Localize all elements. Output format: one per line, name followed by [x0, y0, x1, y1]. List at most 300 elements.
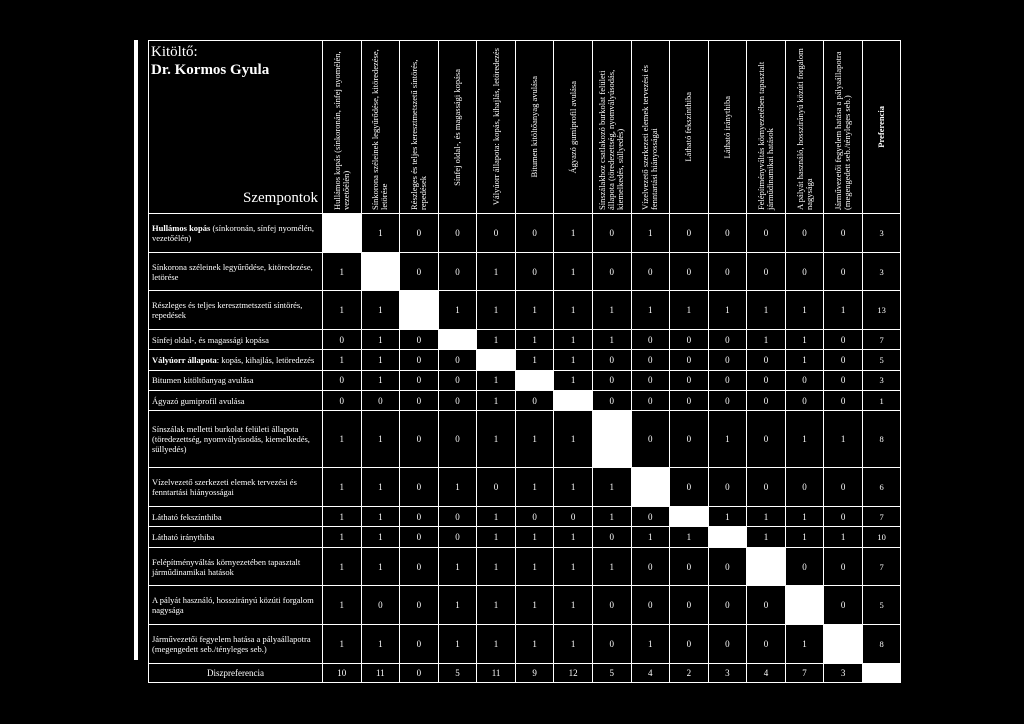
matrix-cell: 1 [554, 468, 593, 507]
preference-cell: 6 [862, 468, 901, 507]
matrix-cell: 1 [477, 370, 516, 390]
matrix-cell: 0 [824, 391, 863, 411]
matrix-cell: 1 [477, 291, 516, 330]
matrix-cell: 0 [824, 468, 863, 507]
matrix-cell: 1 [554, 411, 593, 468]
matrix-cell: 0 [670, 625, 709, 664]
row-label-text: Részleges és teljes keresztmetszetű síntörés, repedések [152, 300, 303, 321]
dispreference-cell: 3 [708, 664, 747, 683]
matrix-cell: 0 [670, 252, 709, 291]
matrix-cell: 1 [631, 527, 670, 547]
matrix-cell: 0 [670, 370, 709, 390]
matrix-cell: 1 [554, 625, 593, 664]
row-label-text: Ágyazó gumiprofil avulása [152, 395, 245, 406]
matrix-cell: 0 [708, 350, 747, 370]
matrix-cell: 1 [323, 507, 362, 527]
matrix-cell: 1 [631, 291, 670, 330]
table-row [149, 468, 901, 507]
matrix-cell: 0 [592, 370, 631, 390]
matrix-cell: 0 [400, 370, 439, 390]
dispreference-cell: 4 [747, 664, 786, 683]
row-label [149, 527, 323, 547]
matrix-cell: 1 [323, 625, 362, 664]
matrix-cell: 1 [438, 468, 477, 507]
dispreference-cell: 5 [592, 664, 631, 683]
matrix-cell: 0 [785, 370, 824, 390]
matrix-cell: 1 [323, 411, 362, 468]
matrix-cell: 1 [438, 625, 477, 664]
matrix-cell: 1 [477, 625, 516, 664]
matrix-cell: 0 [592, 625, 631, 664]
preference-cell: 8 [862, 411, 901, 468]
diagonal-cell [515, 370, 554, 390]
header-corner [149, 41, 323, 214]
column-header [477, 41, 516, 214]
matrix-cell: 0 [323, 391, 362, 411]
column-header [824, 41, 863, 214]
matrix-cell: 1 [785, 507, 824, 527]
row-label-text: Sínkorona széleinek legyűrődése, kitöredezése, letörése [152, 261, 313, 282]
matrix-cell: 0 [438, 391, 477, 411]
dispreference-cell: 12 [554, 664, 593, 683]
matrix-cell: 0 [592, 214, 631, 253]
matrix-cell: 1 [554, 547, 593, 586]
matrix-cell: 1 [361, 214, 400, 253]
matrix-cell: 1 [477, 507, 516, 527]
matrix-cell: 0 [708, 214, 747, 253]
filler-block [151, 43, 269, 79]
matrix-cell: 1 [747, 291, 786, 330]
matrix-cell: 1 [361, 370, 400, 390]
matrix-cell: 0 [670, 214, 709, 253]
matrix-cell: 1 [361, 291, 400, 330]
preference-cell: 3 [862, 252, 901, 291]
matrix-cell: 0 [592, 586, 631, 625]
row-label-text: Sínszálak melletti burkolat felületi állapota (töredezettség, nyomvályúsodás, kiemelkedés, süllyedés) [152, 424, 310, 455]
matrix-cell: 0 [592, 527, 631, 547]
preference-matrix [148, 40, 901, 683]
table-row [149, 411, 901, 468]
row-label-text: Felépítményváltás környezetében tapasztalt járműdinamikai hatások [152, 556, 301, 577]
table-row [149, 291, 901, 330]
matrix-cell: 1 [361, 547, 400, 586]
matrix-cell: 0 [747, 350, 786, 370]
matrix-cell: 1 [554, 370, 593, 390]
matrix-cell: 1 [323, 468, 362, 507]
dispreference-cell: 9 [515, 664, 554, 683]
matrix-cell: 1 [592, 468, 631, 507]
matrix-cell: 0 [477, 214, 516, 253]
matrix-cell: 1 [708, 507, 747, 527]
preference-cell: 5 [862, 350, 901, 370]
matrix-cell: 0 [824, 547, 863, 586]
matrix-cell: 0 [708, 547, 747, 586]
matrix-cell: 0 [747, 214, 786, 253]
matrix-cell: 1 [785, 411, 824, 468]
matrix-cell: 1 [361, 468, 400, 507]
matrix-cell: 1 [323, 350, 362, 370]
matrix-cell: 1 [515, 547, 554, 586]
matrix-cell: 1 [515, 411, 554, 468]
matrix-cell: 1 [361, 527, 400, 547]
matrix-cell: 1 [361, 625, 400, 664]
matrix-cell: 0 [438, 527, 477, 547]
matrix-cell: 0 [747, 625, 786, 664]
matrix-cell: 0 [824, 214, 863, 253]
matrix-cell: 0 [438, 252, 477, 291]
matrix-cell: 1 [477, 527, 516, 547]
diagonal-cell [747, 547, 786, 586]
matrix-cell: 0 [477, 468, 516, 507]
dispreference-cell: 2 [670, 664, 709, 683]
table-row [149, 330, 901, 350]
row-label [149, 586, 323, 625]
matrix-cell: 0 [438, 411, 477, 468]
column-header [747, 41, 786, 214]
matrix-cell: 1 [554, 291, 593, 330]
column-header-label: Sínszálakhoz csatlakozó burkolat felületi állapota (töredezettség, nyomvályúsodás, kiemelkedés, süllyedés) [597, 69, 626, 210]
matrix-cell: 1 [477, 586, 516, 625]
matrix-cell: 0 [631, 350, 670, 370]
matrix-cell: 1 [477, 252, 516, 291]
matrix-cell: 0 [824, 330, 863, 350]
column-header-label: Sínfej oldal-, és magassági kopása [451, 68, 462, 186]
table-row [149, 527, 901, 547]
matrix-cell: 0 [785, 547, 824, 586]
column-header-label: A pályát használó, hosszirányú közúti forgalom nagysága [794, 48, 814, 210]
preference-cell: 7 [862, 547, 901, 586]
matrix-cell: 0 [670, 547, 709, 586]
matrix-cell: 0 [438, 350, 477, 370]
matrix-cell: 0 [785, 391, 824, 411]
row-label [149, 547, 323, 586]
matrix-cell: 0 [785, 252, 824, 291]
row-label [149, 625, 323, 664]
table-row [149, 547, 901, 586]
matrix-cell: 0 [400, 586, 439, 625]
table-row [149, 625, 901, 664]
matrix-cell: 0 [400, 625, 439, 664]
matrix-cell: 1 [438, 291, 477, 330]
matrix-cell: 1 [631, 625, 670, 664]
column-header-label: Látható iránythiba [721, 95, 732, 159]
matrix-cell: 0 [515, 391, 554, 411]
filler-label: Kitöltő: [151, 44, 198, 60]
matrix-cell: 1 [515, 468, 554, 507]
row-label [149, 468, 323, 507]
matrix-cell: 1 [554, 350, 593, 370]
matrix-cell: 1 [438, 547, 477, 586]
matrix-cell: 0 [438, 214, 477, 253]
matrix-cell: 0 [785, 468, 824, 507]
column-header [785, 41, 824, 214]
row-label [149, 350, 323, 370]
matrix-cell: 1 [785, 330, 824, 350]
preference-cell: 1 [862, 391, 901, 411]
row-label-text: Bitumen kitöltőanyag avulása [152, 375, 254, 386]
dispreference-cell: 7 [785, 664, 824, 683]
matrix-cell: 1 [824, 527, 863, 547]
matrix-cell: 0 [785, 214, 824, 253]
preference-cell: 7 [862, 330, 901, 350]
diagonal-cell [708, 527, 747, 547]
column-header-label: Sínkorona széleinek legyűrődése, kitöredezése, letörése [370, 49, 390, 210]
matrix-cell: 0 [515, 252, 554, 291]
matrix-cell: 0 [323, 370, 362, 390]
dispreference-cell: 5 [438, 664, 477, 683]
row-label-text: A pályát használó, hosszirányú közúti forgalom nagysága [152, 595, 314, 616]
dispreference-cell: 10 [323, 664, 362, 683]
matrix-cell: 1 [554, 214, 593, 253]
matrix-cell: 0 [670, 330, 709, 350]
dispreference-cell: 4 [631, 664, 670, 683]
matrix-cell: 0 [631, 391, 670, 411]
matrix-cell: 0 [400, 468, 439, 507]
matrix-cell: 1 [515, 330, 554, 350]
matrix-cell: 1 [670, 527, 709, 547]
matrix-cell: 0 [708, 252, 747, 291]
dispreference-cell: 11 [477, 664, 516, 683]
diagonal-cell [554, 391, 593, 411]
row-label [149, 252, 323, 291]
table-row [149, 252, 901, 291]
preference-cell: 13 [862, 291, 901, 330]
row-label-text: : kopás, kihajlás, letöredezés [216, 355, 315, 366]
matrix-cell: 0 [592, 252, 631, 291]
matrix-cell: 1 [477, 547, 516, 586]
matrix-cell: 0 [708, 625, 747, 664]
matrix-cell: 0 [361, 391, 400, 411]
matrix-cell: 0 [400, 391, 439, 411]
row-label-text: Látható iránythiba [152, 532, 215, 543]
row-label [149, 330, 323, 350]
matrix-cell: 0 [361, 586, 400, 625]
matrix-cell: 0 [592, 391, 631, 411]
matrix-cell: 1 [361, 350, 400, 370]
dispreference-cell: 11 [361, 664, 400, 683]
matrix-cell: 1 [477, 391, 516, 411]
diagonal-cell [824, 625, 863, 664]
matrix-cell: 1 [515, 350, 554, 370]
matrix-cell: 0 [747, 468, 786, 507]
matrix-cell: 0 [631, 547, 670, 586]
matrix-cell: 1 [785, 625, 824, 664]
column-header [438, 41, 477, 214]
column-header [400, 41, 439, 214]
table-row [149, 350, 901, 370]
matrix-cell: 1 [592, 507, 631, 527]
matrix-cell: 1 [477, 330, 516, 350]
column-header [708, 41, 747, 214]
matrix-cell: 0 [400, 527, 439, 547]
row-label-text: Vízelvezető szerkezeti elemek tervezési és fenntartási hiányosságai [152, 477, 297, 498]
diagonal-cell [361, 252, 400, 291]
table-row [149, 370, 901, 390]
matrix-cell: 1 [438, 586, 477, 625]
dispreference-row [149, 664, 901, 683]
matrix-cell: 1 [747, 507, 786, 527]
matrix-cell: 0 [670, 411, 709, 468]
column-header-label: Látható fekszínthiba [683, 92, 694, 162]
column-header [323, 41, 362, 214]
matrix-cell: 0 [631, 586, 670, 625]
column-header-label: Hullámos kopás (sínkoronán, sínfej nyomélén, vezetőélén) [331, 51, 351, 210]
matrix-cell: 1 [477, 411, 516, 468]
diagonal-cell [477, 350, 516, 370]
matrix-cell: 0 [400, 350, 439, 370]
left-margin-bar [134, 40, 138, 660]
matrix-cell: 0 [323, 330, 362, 350]
preference-header [862, 41, 901, 214]
matrix-cell: 0 [708, 330, 747, 350]
matrix-cell: 0 [824, 350, 863, 370]
matrix-cell: 0 [554, 507, 593, 527]
row-label [149, 391, 323, 411]
dispreference-label: Diszpreferencia [149, 664, 323, 683]
dispreference-cell: 3 [824, 664, 863, 683]
preference-matrix-container [148, 40, 892, 683]
matrix-cell: 0 [708, 391, 747, 411]
matrix-cell: 1 [515, 586, 554, 625]
preference-cell: 5 [862, 586, 901, 625]
row-label-text: Látható fekszínthiba [152, 511, 222, 522]
diagonal-cell [323, 214, 362, 253]
preference-cell: 7 [862, 507, 901, 527]
corner-blank-cell [862, 664, 901, 683]
matrix-cell: 1 [361, 507, 400, 527]
matrix-cell: 1 [323, 291, 362, 330]
column-header-label: Vízelvezető szerkezeti elemek tervezési és fenntartási hiányosságai [640, 65, 660, 210]
matrix-cell: 0 [400, 547, 439, 586]
matrix-cell: 0 [670, 391, 709, 411]
matrix-cell: 1 [785, 291, 824, 330]
matrix-cell: 0 [631, 411, 670, 468]
diagonal-cell [670, 507, 709, 527]
matrix-cell: 0 [708, 370, 747, 390]
matrix-cell: 1 [592, 291, 631, 330]
table-row [149, 391, 901, 411]
row-label [149, 411, 323, 468]
matrix-cell: 0 [631, 507, 670, 527]
diagonal-cell [631, 468, 670, 507]
matrix-cell: 1 [631, 214, 670, 253]
column-header-label: Járművezetői fegyelem hatása a pályaállapotra (megengedett seb./tényleges seb.) [833, 51, 853, 210]
matrix-cell: 0 [747, 391, 786, 411]
matrix-cell: 0 [515, 214, 554, 253]
filler-name: Dr. Kormos Gyula [151, 62, 270, 78]
column-header [670, 41, 709, 214]
matrix-cell: 0 [400, 411, 439, 468]
preference-cell: 8 [862, 625, 901, 664]
header-row [149, 41, 901, 214]
table-row [149, 507, 901, 527]
matrix-cell: 0 [824, 507, 863, 527]
row-label [149, 214, 323, 253]
matrix-cell: 0 [400, 214, 439, 253]
matrix-cell: 0 [824, 252, 863, 291]
preference-cell: 3 [862, 370, 901, 390]
matrix-cell: 1 [361, 330, 400, 350]
matrix-cell: 1 [708, 291, 747, 330]
matrix-cell: 1 [708, 411, 747, 468]
diagonal-cell [785, 586, 824, 625]
criteria-label: Szempontok [243, 190, 318, 206]
column-header-label: Ágyazó gumiprofil avulása [567, 80, 578, 174]
matrix-cell: 1 [323, 252, 362, 291]
matrix-cell: 0 [747, 411, 786, 468]
matrix-cell: 0 [438, 507, 477, 527]
matrix-cell: 0 [400, 507, 439, 527]
row-label-bold: Hullámos kopás [152, 222, 211, 233]
matrix-cell: 0 [631, 370, 670, 390]
row-label [149, 507, 323, 527]
matrix-cell: 0 [708, 468, 747, 507]
matrix-cell: 1 [824, 411, 863, 468]
matrix-cell: 1 [592, 547, 631, 586]
preference-header-label: Preferencia [876, 106, 887, 148]
matrix-cell: 0 [631, 252, 670, 291]
row-label-text: Járművezetői fegyelem hatása a pályaállapotra (megengedett seb./tényleges seb.) [152, 634, 311, 655]
column-header [592, 41, 631, 214]
matrix-cell: 0 [670, 586, 709, 625]
matrix-cell: 1 [515, 625, 554, 664]
column-header [631, 41, 670, 214]
matrix-cell: 0 [515, 507, 554, 527]
matrix-cell: 0 [747, 586, 786, 625]
matrix-cell: 1 [785, 350, 824, 370]
matrix-cell: 0 [631, 330, 670, 350]
matrix-cell: 0 [824, 586, 863, 625]
matrix-cell: 0 [438, 370, 477, 390]
dispreference-cell: 0 [400, 664, 439, 683]
row-label [149, 291, 323, 330]
column-header [361, 41, 400, 214]
diagonal-cell [438, 330, 477, 350]
matrix-cell: 1 [554, 586, 593, 625]
matrix-cell: 0 [747, 370, 786, 390]
matrix-cell: 1 [785, 527, 824, 547]
matrix-cell: 1 [554, 252, 593, 291]
diagonal-cell [400, 291, 439, 330]
matrix-cell: 1 [515, 527, 554, 547]
matrix-cell: 0 [670, 350, 709, 370]
preference-cell: 10 [862, 527, 901, 547]
matrix-cell: 1 [554, 527, 593, 547]
table-row [149, 214, 901, 253]
matrix-cell: 0 [708, 586, 747, 625]
matrix-cell: 0 [400, 252, 439, 291]
matrix-cell: 1 [592, 330, 631, 350]
row-label-bold: Vályúorr állapota [152, 355, 217, 366]
column-header [515, 41, 554, 214]
column-header [554, 41, 593, 214]
row-label-text: Sínfej oldal-, és magassági kopása [152, 334, 269, 345]
matrix-cell: 0 [747, 252, 786, 291]
matrix-cell: 1 [515, 291, 554, 330]
matrix-cell: 1 [670, 291, 709, 330]
matrix-cell: 1 [323, 586, 362, 625]
table-row [149, 586, 901, 625]
matrix-cell: 1 [554, 330, 593, 350]
column-header-label: Bitumen kitöltőanyag avulása [529, 76, 540, 178]
diagonal-cell [592, 411, 631, 468]
row-label-text: (sínkoronán, sínfej nyomélén, vezetőélén) [152, 222, 314, 243]
matrix-cell: 1 [824, 291, 863, 330]
matrix-cell: 0 [670, 468, 709, 507]
matrix-cell: 1 [747, 330, 786, 350]
matrix-cell: 0 [592, 350, 631, 370]
matrix-cell: 1 [323, 547, 362, 586]
